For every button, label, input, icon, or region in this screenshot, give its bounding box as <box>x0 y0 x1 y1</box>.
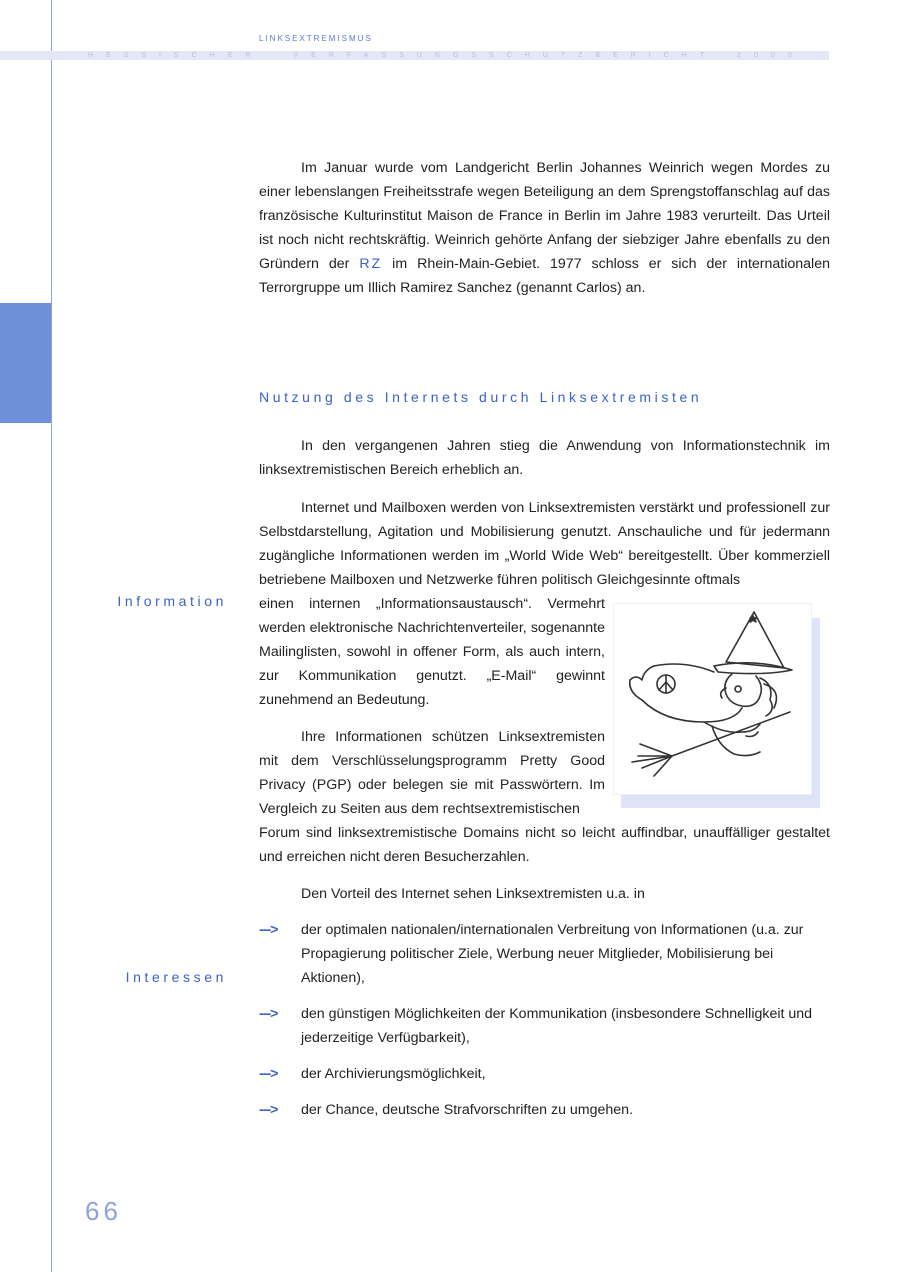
arrow-bullet-icon: ---> <box>259 1102 278 1118</box>
illustration-card <box>613 603 812 795</box>
list-item <box>259 918 830 990</box>
list-item-text: der optimalen nationalen/internationalen Verbreitung von Informationen (u.a. zur Propagierung politischer Ziele, Werbung neuer Mitglieder, Mobilisierung bei Aktionen), <box>301 922 804 986</box>
header-band-report: VERFASSUNGSSCHUTZBERICHT <box>293 52 718 59</box>
paragraph-3-full: Forum sind linksextremistische Domains nicht so leicht auffindbar, unauffälliger gestaltet und erreichen nicht deren Besucherzahlen. <box>259 825 830 865</box>
running-header-band <box>0 51 829 60</box>
witch-on-broom-icon <box>614 604 811 794</box>
running-header-section: LINKSEXTREMISMUS <box>259 34 373 43</box>
paragraph-1: In den vergangenen Jahren stieg die Anwendung von Informationstechnik im linksextremistischen Bereich erheblich an. <box>259 438 830 478</box>
margin-rule <box>51 0 52 1272</box>
section-heading: Nutzung des Internets durch Linksextremisten <box>259 389 703 405</box>
advantages-list <box>259 918 830 1122</box>
paragraph-2-narrow: einen internen „Informationsaustausch“. Vermehrt werden elektronische Nachrichtenverteiler, sogenannte Mailinglisten, sowohl in offener Form, als auch intern, zur Kommunikation genutzt. „E-Mail“ gewinnt zunehmend an Bedeutung. <box>259 596 605 708</box>
intro-text-2: im Rhein-Main-Gebiet. 1977 schloss er sich der internationalen Terrorgruppe um Illich Ramirez Sanchez (genannt Carlos) an. <box>259 256 830 296</box>
list-item <box>259 1062 830 1086</box>
witch-illustration <box>613 603 820 808</box>
list-item-text: der Chance, deutsche Strafvorschriften zu umgehen. <box>301 1102 634 1118</box>
paragraph-2-full: Internet und Mailboxen werden von Linksextremisten verstärkt und professionell zur Selbstdarstellung, Agitation und Mobilisierung genutzt. Anschauliche und für jedermann zugängliche Informationen werden im „World Wide Web“ bereitgestellt. Über kommerziell betriebene Mailboxen und Netzwerke führen politisch Gleichgesinnte oftmals <box>259 500 830 588</box>
intro-paragraph <box>259 156 830 300</box>
header-band-year: 2000 <box>737 52 805 59</box>
margin-label-information: Information <box>117 593 227 609</box>
list-item <box>259 1098 830 1122</box>
list-item <box>259 1002 830 1050</box>
arrow-bullet-icon: ---> <box>259 1066 278 1082</box>
margin-label-interessen: Interessen <box>125 969 227 985</box>
paragraph-4: Den Vorteil des Internet sehen Linksextremisten u.a. in <box>301 886 645 902</box>
chapter-tab-marker <box>0 303 51 423</box>
arrow-bullet-icon: ---> <box>259 1006 278 1022</box>
page-number: 66 <box>85 1196 122 1226</box>
list-item-text: den günstigen Möglichkeiten der Kommunikation (insbesondere Schnelligkeit und jederzeitige Verfügbarkeit), <box>301 1006 813 1046</box>
intro-text-1: Im Januar wurde vom Landgericht Berlin Johannes Weinrich wegen Mordes zu einer lebenslangen Freiheitsstrafe wegen Beteiligung an dem Sprengstoffanschlag auf das französische Kulturinstitut Maison de France in Berlin im Jahre 1983 verurteilt. Das Urteil ist noch nicht rechtskräftig. Weinrich gehörte Anfang der siebziger Jahre ebenfalls zu den Gründern der <box>259 160 830 272</box>
arrow-bullet-icon: ---> <box>259 922 278 938</box>
rz-link[interactable]: RZ <box>359 256 383 272</box>
header-band-publisher: HESSISCHER <box>88 52 264 59</box>
paragraph-3-narrow: Ihre Informationen schützen Linksextremisten mit dem Verschlüsselungsprogramm Pretty Good Privacy (PGP) oder belegen sie mit Passwörtern. Im Vergleich zu Seiten aus dem rechtsextremistischen <box>259 729 605 817</box>
list-item-text: der Archivierungsmöglichkeit, <box>301 1066 486 1082</box>
